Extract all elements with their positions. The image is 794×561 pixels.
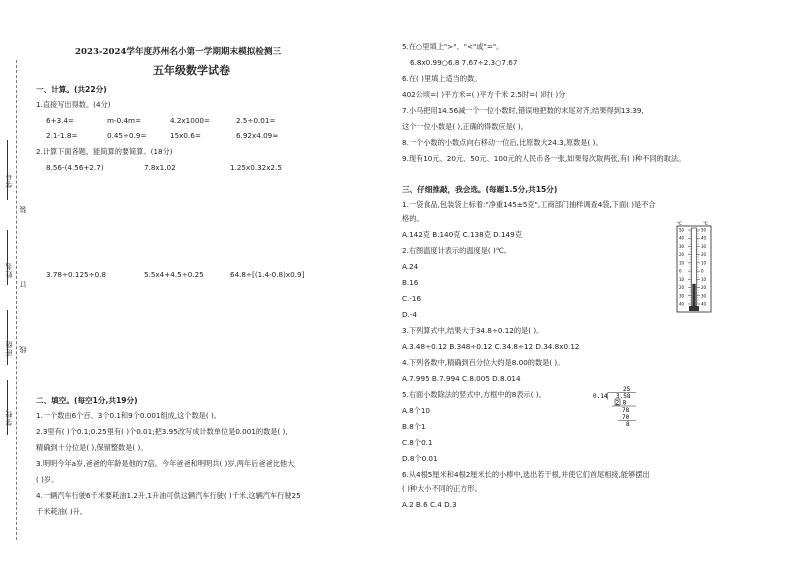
choice-line: 格的。 [402,214,424,223]
class-label: 班级 [5,340,13,356]
unit-right: ℃ [703,222,709,227]
thermo-right-label: 30 [701,293,707,299]
choice-options: A.3.48÷0.12 B.348÷0.12 C.34.8÷12 D.34.8x0.12 [402,342,580,351]
binding-mark-zhuang: 装 [19,205,27,213]
division-step-2: 78 [622,407,630,414]
mercury-column [692,284,695,306]
calc-problem: 1.25x0.32x2.5 [230,163,282,172]
choice-option: D.-4 [402,310,417,319]
calc-item: 0.45÷0.9= [107,131,147,140]
division-figure [592,384,640,432]
fill-line: 6.在( )里填上适当的数。 [402,74,482,83]
fill-line: 9.现有10元、20元、50元、100元的人民币各一张,如果每次取两张,有( )种不同的取法。 [402,154,686,163]
division-quotient: 25 [623,386,631,393]
dashed-binding-line [16,60,17,540]
thermo-right-label: 20 [701,285,707,291]
thermo-left-label: 10 [679,276,685,282]
fill-line: 7.小马把用14.56减一个一位小数时,错误地把数的末尾对齐,结果得到13.39, [402,106,644,115]
fill-line: 精确到十分位是( ),保留整数是( )。 [36,443,148,452]
calc-item: 2.1-1.8= [46,131,78,140]
choice-option: A.8个10 [402,406,430,415]
calc-item: 15x0.6= [170,131,201,140]
choice-line: 3.下列算式中,结果大于34.8÷0.12的是( )。 [402,326,544,335]
thermo-right-label: 30 [701,243,707,249]
thermo-right-label: 0 [701,268,704,274]
thermo-right-label: 10 [701,276,707,282]
school-label: 学校 [5,410,13,426]
choice-option: B.8个1 [402,422,426,431]
division-step-3: 70 [622,414,630,421]
thermo-right-label: 20 [701,252,707,258]
choice-options: A.142克 B.140克 C.138克 D.149克 [402,230,522,239]
fill-line: 2.3里有( )个0.1;0.25里有( )个0.01;把3.95改写成计数单位是0.001的数是( ), [36,427,288,436]
thermo-left-label: 40 [679,235,685,241]
binding-mark-xian: 线 [19,345,27,353]
choice-option: C.8个0.1 [402,438,433,447]
name-label: 姓名 [5,262,13,278]
question-2: 2.计算下面各题，能简算的要简算。(18分) [36,147,173,156]
thermo-left-label: 50 [679,227,685,233]
class-line [7,310,8,365]
calc-item: 4.2x1000= [170,116,210,125]
calc-item: 6.92x4.09≈ [236,131,279,140]
thermo-right-label: 10 [701,260,707,266]
thermo-right-label: 40 [701,301,707,307]
thermo-left-label: 40 [679,301,685,307]
thermo-left-label: 30 [679,293,685,299]
choice-option: D.8个0.01 [402,454,438,463]
student-id-label: 学号 [5,172,13,188]
fill-line: 5.在○里填上">"、"<"或"="。 [402,42,504,51]
fill-line: 402公顷=( )平方米=( )平方千米 2.5时=( )时( )分 [402,90,566,99]
calc-problem: 3.78÷0.125÷0.8 [46,270,107,279]
section-1-heading: 一、计算。(共22分) [36,85,107,94]
fill-line: 3.明明今年a岁,爸爸的年龄是他的7倍。今年爸爸和明明共( )岁,两年后爸爸比他大 [36,459,295,468]
section-3-heading: 三、仔细推敲，我会选。(每题1.5分,共15分) [402,185,558,194]
fill-line: 千米耗油( )升。 [36,507,88,516]
thermo-right-label: 40 [701,235,707,241]
compare-line: 6.8x0.99○6.8 7.67÷2.3○7.67 [410,58,518,67]
fill-line: 4.一辆汽车行驶6千米要耗油1.2升,1升油可供这辆汽车行驶( )千米,这辆汽车行驶25 [36,491,301,500]
calc-item: 2.5÷0.01= [236,116,276,125]
binding-mark-ding: 订 [19,280,27,288]
fill-line: 8.一个小数的小数点向右移动一位后,比原数大24.3,原数是( )。 [402,138,603,147]
fill-line: 这个一位小数是( ),正确的得数应是( )。 [402,122,528,131]
thermometer-figure [673,220,715,320]
division-divisor: 0.14 [593,393,608,400]
division-dividend: 3.58 [616,393,631,400]
section-2-heading: 二、填空。(每空1分,共19分) [36,396,138,405]
exam-title: 2023-2024学年度苏州名小第一学期期末模拟检测三 [75,47,282,57]
choice-line: ( )种大小不同的正方形。 [402,484,482,493]
choice-line: 5.右面小数除法的竖式中,方框中的8表示( )。 [402,390,546,399]
school-line [7,380,8,435]
fill-line: 1.一个数由6个百、3个0.1和9个0.001组成,这个数是( )。 [36,411,221,420]
calc-item: 6+3.4= [46,116,75,125]
thermo-left-label: 20 [679,252,685,258]
thermo-right-label: 50 [701,227,707,233]
calc-problem: 64.8÷[(1.4-0.8)x0.9] [230,270,305,279]
calc-problem: 8.56-(4.56+2.7) [46,163,104,172]
choice-line: 6.从4根5厘米和4根2厘米长的小棒中,选出若干根,并使它们首尾相接,能够摆出 [402,470,650,479]
calc-problem: 5.5x4+4.5÷0.25 [144,270,204,279]
exam-subtitle: 五年级数学试卷 [153,64,230,77]
calc-problem: 7.8x1.02 [144,163,176,172]
thermo-left-label: 20 [679,285,685,291]
choice-option: B.16 [402,278,419,287]
unit-left: ℃ [677,222,683,227]
thermometer-bulb [689,306,699,311]
question-1: 1.直接写出得数。(4分) [36,100,111,109]
student-id-line [7,140,8,200]
choice-options: A.7.995 B.7.994 C.8.005 D.8.014 [402,374,521,383]
choice-option: A.24 [402,262,419,271]
thermo-left-label: 10 [679,260,685,266]
choice-option: C.-16 [402,294,422,303]
choice-options: A.2 B.6 C.4 D.3 [402,500,457,509]
division-step-1: 2 8 [615,399,627,407]
choice-line: 4.下列各数中,精确到百分位大约是8.00的数是( )。 [402,358,565,367]
fill-line: ( )岁。 [36,475,59,484]
division-remainder: 8 [626,421,630,428]
thermo-left-label: 0 [679,268,682,274]
thermo-left-label: 30 [679,243,685,249]
choice-line: 1.一袋食品,包装袋上标着:"净重145±5克",工商部门抽样调查4袋,下面( )是不合 [402,200,656,209]
calc-item: m-0.4m= [107,116,142,125]
choice-line: 2.右图温度计表示的温度是( )℃。 [402,246,512,255]
